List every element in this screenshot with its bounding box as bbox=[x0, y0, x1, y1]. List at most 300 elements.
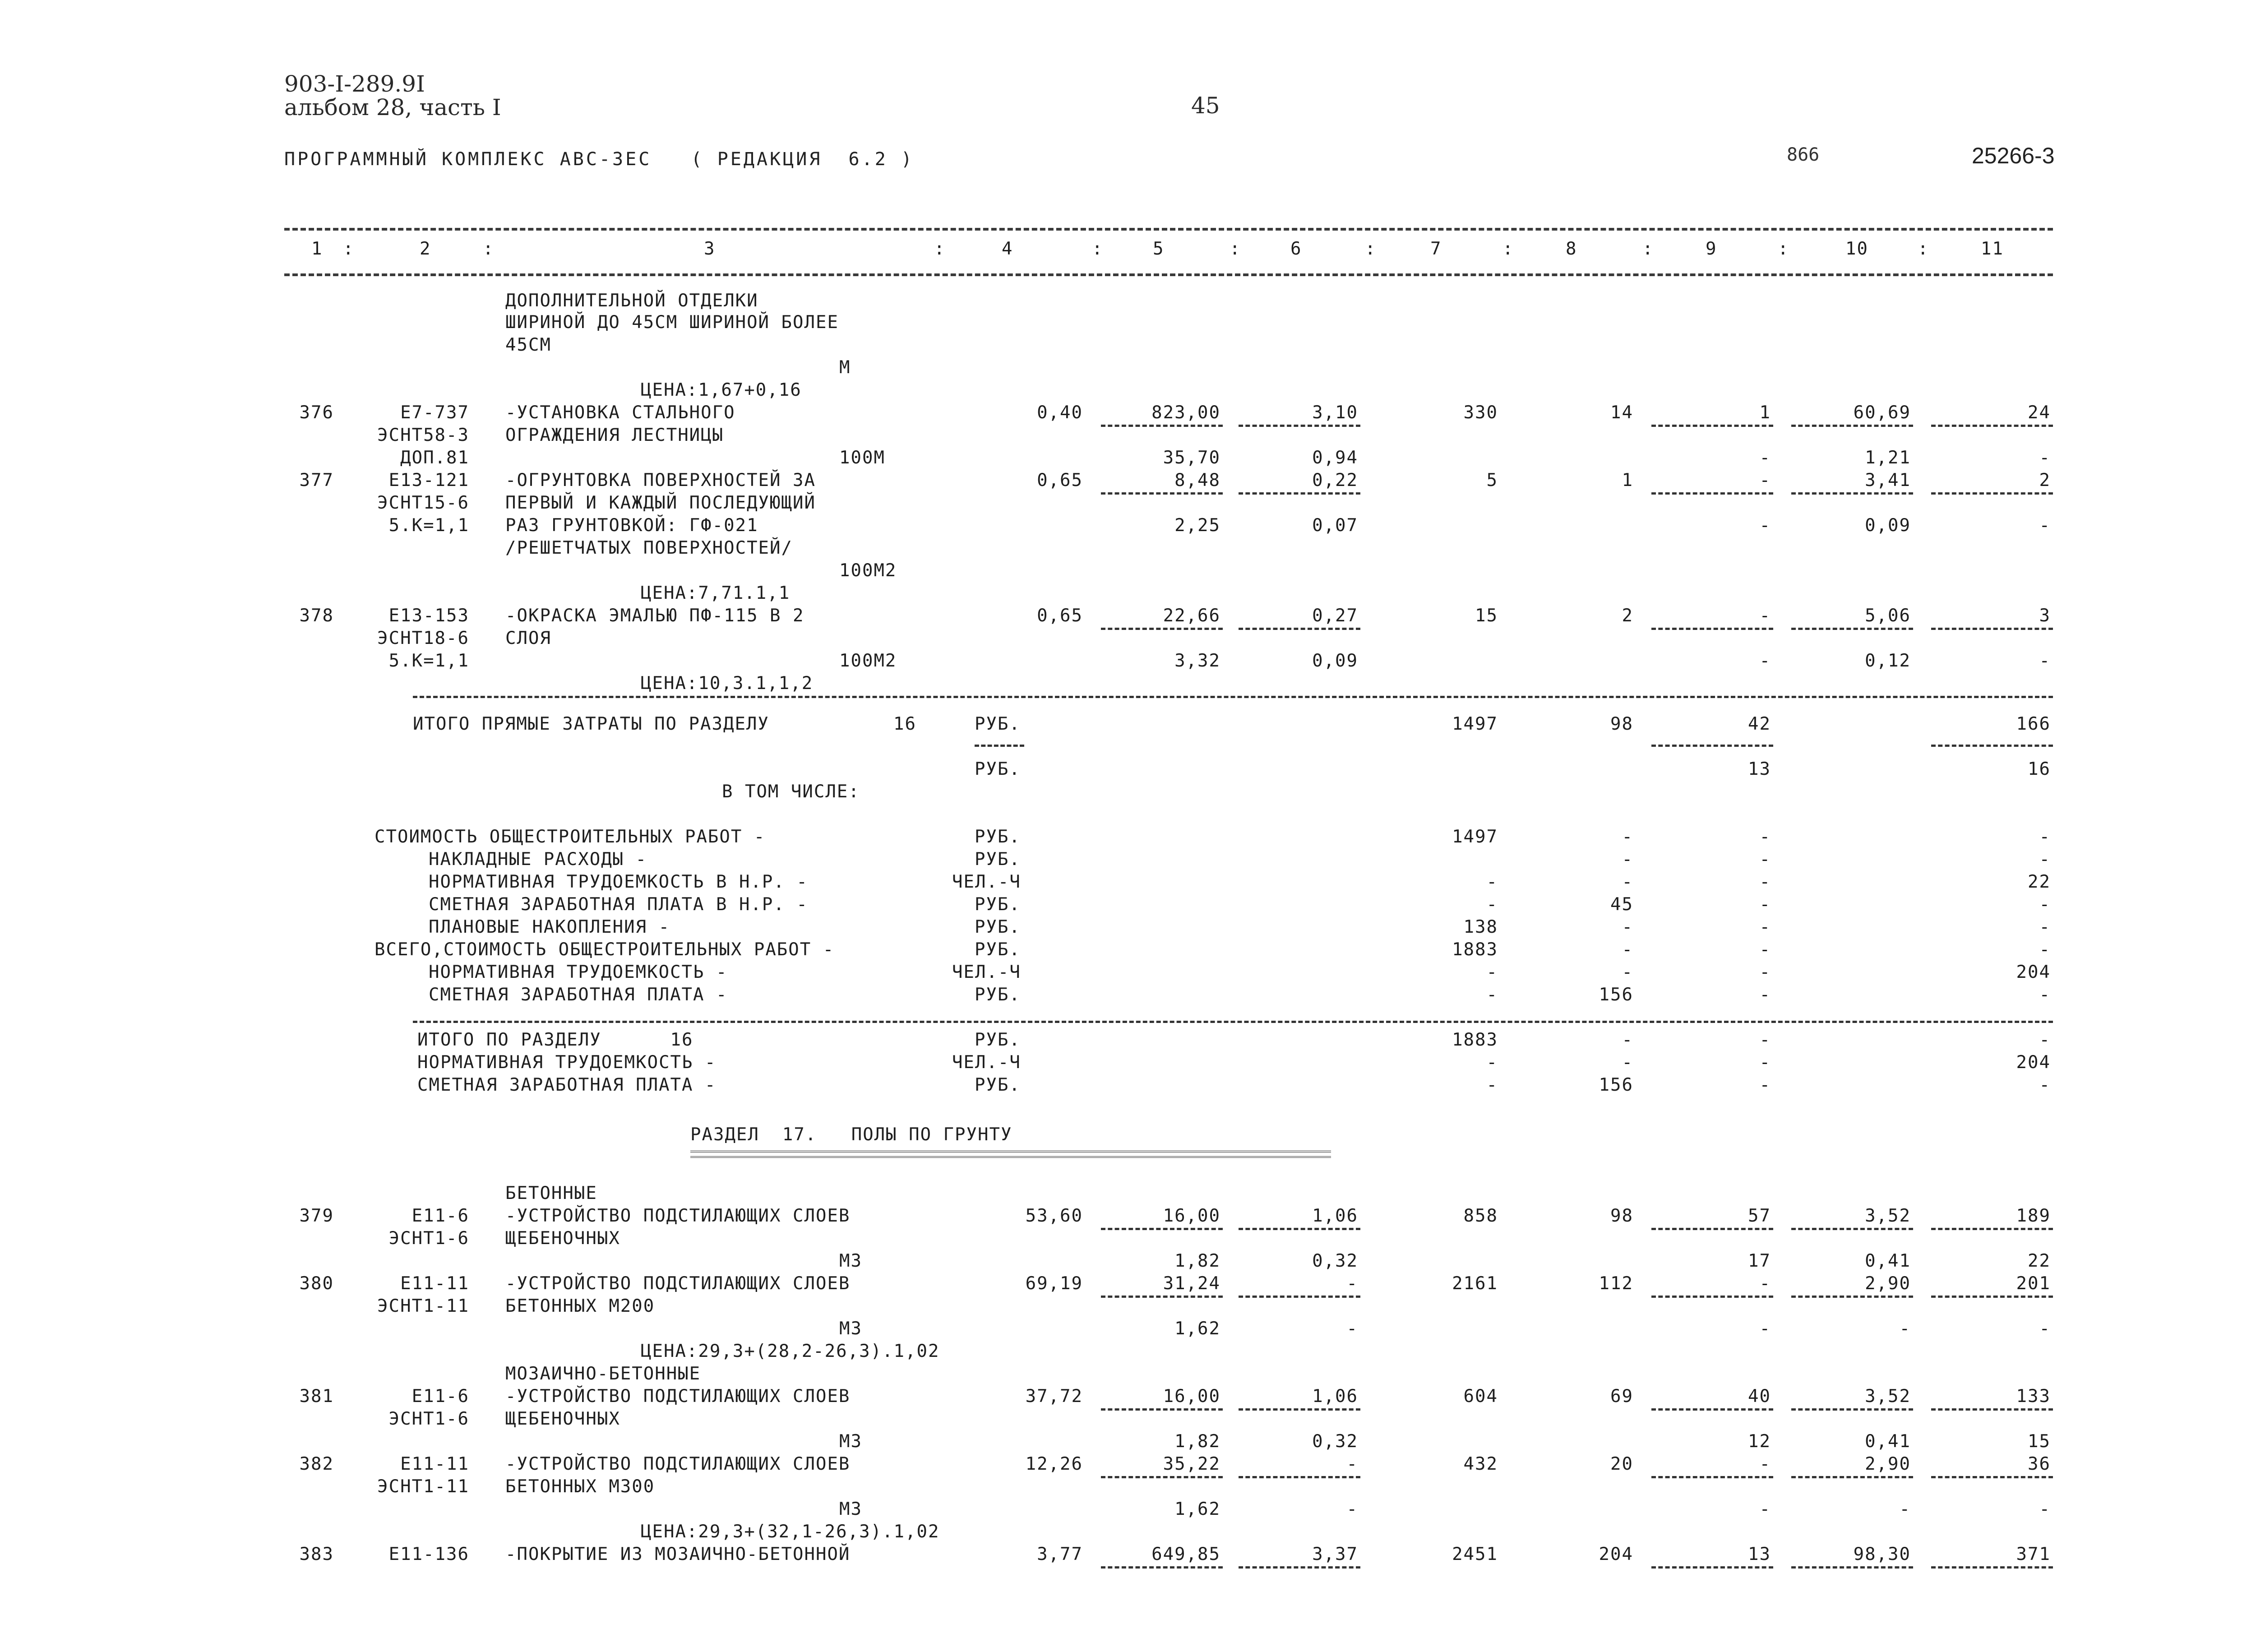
cell-c2: ЭСНТ1-11 bbox=[377, 1296, 469, 1316]
cell-c9: 17 bbox=[1748, 1251, 1771, 1271]
summary-c9: - bbox=[1759, 872, 1771, 892]
dash-line bbox=[1651, 1476, 1773, 1478]
dash-line bbox=[1101, 1476, 1223, 1478]
cell-c9: - bbox=[1759, 470, 1771, 491]
cell-c10: 3,41 bbox=[1865, 470, 1911, 491]
cell-c2: Е7-737 bbox=[400, 403, 469, 423]
final-c11: - bbox=[2039, 1030, 2051, 1050]
cell-c10: 0,09 bbox=[1865, 515, 1911, 536]
summary-c7: 138 bbox=[1463, 917, 1498, 937]
cell-c2: 5.К=1,1 bbox=[388, 515, 469, 536]
summary-c7: - bbox=[1486, 872, 1498, 892]
cell-c10: 0,41 bbox=[1865, 1431, 1911, 1452]
cell-c6: 1,06 bbox=[1312, 1206, 1358, 1226]
cell-c9: - bbox=[1759, 448, 1771, 468]
cell-c4: 53,60 bbox=[1025, 1206, 1083, 1226]
cell-description: ШИРИНОЙ ДО 45СМ ШИРИНОЙ БОЛЕЕ bbox=[505, 312, 839, 333]
cell-c11: 133 bbox=[2016, 1386, 2051, 1407]
final-label: НОРМАТИВНАЯ ТРУДОЕМКОСТЬ - bbox=[417, 1052, 717, 1073]
summary-label: СМЕТНАЯ ЗАРАБОТНАЯ ПЛАТА - bbox=[429, 985, 728, 1005]
summary-unit: РУБ. bbox=[975, 939, 1021, 960]
cell-c9: 40 bbox=[1748, 1386, 1771, 1407]
summary-unit: РУБ. bbox=[975, 985, 1021, 1005]
cell-c6: 0,22 bbox=[1312, 470, 1358, 491]
cell-c11: 371 bbox=[2016, 1544, 2051, 1564]
cell-c10: 0,41 bbox=[1865, 1251, 1911, 1271]
cell-c10: 5,06 bbox=[1865, 606, 1911, 626]
cell-c8: 112 bbox=[1599, 1273, 1633, 1294]
dash-line bbox=[1651, 1408, 1773, 1411]
cell-c2: Е13-121 bbox=[388, 470, 469, 491]
column-separator: : bbox=[1230, 239, 1241, 259]
cell-description: РАЗ ГРУНТОВКОЙ: ГФ-021 bbox=[505, 515, 758, 536]
dash-line bbox=[1931, 492, 2053, 495]
cell-c10: - bbox=[1899, 1499, 1911, 1519]
dash-line bbox=[1651, 1566, 1773, 1569]
summary-c9: - bbox=[1759, 917, 1771, 937]
cell-price: ЦЕНА:1,67+0,16 bbox=[641, 380, 802, 400]
cell-c11: 201 bbox=[2016, 1273, 2051, 1294]
cell-c11: - bbox=[2039, 1319, 2051, 1339]
final-c9: - bbox=[1759, 1030, 1771, 1050]
cell-c2: 5.К=1,1 bbox=[388, 651, 469, 671]
cell-c11: 22 bbox=[2028, 1251, 2051, 1271]
cell-c2: ЭСНТ1-6 bbox=[388, 1409, 469, 1429]
cell-c5: 16,00 bbox=[1163, 1386, 1220, 1407]
cell-c11: - bbox=[2039, 1499, 2051, 1519]
dash-line bbox=[1791, 1566, 1913, 1569]
column-header-3: 3 bbox=[704, 239, 716, 259]
dash-line bbox=[1791, 492, 1913, 495]
section-rule bbox=[413, 1021, 2053, 1023]
dash-line bbox=[1239, 492, 1360, 495]
cell-description: -ПОКРЫТИЕ ИЗ МОЗАИЧНО-БЕТОННОЙ bbox=[505, 1544, 851, 1564]
summary-label: НОРМАТИВНАЯ ТРУДОЕМКОСТЬ В Н.Р. - bbox=[429, 872, 808, 892]
cell-c7: 2451 bbox=[1452, 1544, 1498, 1564]
document-code: 903-I-289.9I bbox=[284, 71, 425, 97]
summary-unit: ЧЕЛ.-Ч bbox=[952, 962, 1021, 982]
cell-c5: 35,70 bbox=[1163, 448, 1220, 468]
summary-label: СМЕТНАЯ ЗАРАБОТНАЯ ПЛАТА В Н.Р. - bbox=[429, 894, 808, 915]
cell-c11: 2 bbox=[2039, 470, 2051, 491]
summary-c9: - bbox=[1759, 827, 1771, 847]
cell-c6: 1,06 bbox=[1312, 1386, 1358, 1407]
dash-line bbox=[1931, 1296, 2053, 1298]
cell-c9: - bbox=[1759, 515, 1771, 536]
dash-line bbox=[1931, 745, 2053, 747]
cell-c9: 13 bbox=[1748, 1544, 1771, 1564]
dash-line bbox=[1101, 628, 1223, 630]
cell-c9: - bbox=[1759, 1499, 1771, 1519]
dash-line bbox=[1931, 1228, 2053, 1230]
summary-c7: - bbox=[1486, 962, 1498, 982]
dash-line bbox=[1101, 1228, 1223, 1230]
final-c8: - bbox=[1622, 1052, 1633, 1073]
final-c9: - bbox=[1759, 1052, 1771, 1073]
column-separator: : bbox=[1642, 239, 1654, 259]
cell-unit: М3 bbox=[839, 1251, 862, 1271]
summary-c11: - bbox=[2039, 939, 2051, 960]
column-separator: : bbox=[1918, 239, 1929, 259]
cell-c1: 383 bbox=[299, 1544, 334, 1564]
cell-description: ЩЕБЕНОЧНЫХ bbox=[505, 1409, 620, 1429]
dash-line bbox=[1791, 1228, 1913, 1230]
unit-rub: РУБ. bbox=[975, 714, 1021, 734]
total-c8: 98 bbox=[1610, 714, 1633, 734]
unit-rub: РУБ. bbox=[975, 759, 1021, 779]
cell-c8: 69 bbox=[1610, 1386, 1633, 1407]
column-header-5: 5 bbox=[1153, 239, 1165, 259]
cell-c5: 31,24 bbox=[1163, 1273, 1220, 1294]
cell-c6: - bbox=[1346, 1499, 1358, 1519]
cell-c5: 649,85 bbox=[1151, 1544, 1220, 1564]
summary-label: ВСЕГО,СТОИМОСТЬ ОБЩЕСТРОИТЕЛЬНЫХ РАБОТ - bbox=[374, 939, 835, 960]
final-c11: 204 bbox=[2016, 1052, 2051, 1073]
cell-description: -ОГРУНТОВКА ПОВЕРХНОСТЕЙ ЗА bbox=[505, 470, 816, 491]
cell-c8: 20 bbox=[1610, 1454, 1633, 1474]
dash-line bbox=[1931, 1566, 2053, 1569]
cell-description: МОЗАИЧНО-БЕТОННЫЕ bbox=[505, 1364, 701, 1384]
summary-label: СТОИМОСТЬ ОБЩЕСТРОИТЕЛЬНЫХ РАБОТ - bbox=[374, 827, 766, 847]
summary-c7: - bbox=[1486, 985, 1498, 1005]
cell-price: ЦЕНА:29,3+(28,2-26,3).1,02 bbox=[641, 1341, 940, 1361]
final-unit: РУБ. bbox=[975, 1030, 1021, 1050]
cell-description: -УСТРОЙСТВО ПОДСТИЛАЮЩИХ СЛОЕВ bbox=[505, 1273, 851, 1294]
cell-c7: 330 bbox=[1463, 403, 1498, 423]
cell-c6: - bbox=[1346, 1454, 1358, 1474]
cell-c8: 204 bbox=[1599, 1544, 1633, 1564]
cell-c1: 382 bbox=[299, 1454, 334, 1474]
cell-c7: 432 bbox=[1463, 1454, 1498, 1474]
dash-line bbox=[975, 745, 1024, 747]
cell-description: ЩЕБЕНОЧНЫХ bbox=[505, 1228, 620, 1249]
cell-c9: - bbox=[1759, 606, 1771, 626]
final-c9: - bbox=[1759, 1075, 1771, 1095]
final-label: ИТОГО ПО РАЗДЕЛУ 16 bbox=[417, 1030, 693, 1050]
cell-c4: 12,26 bbox=[1025, 1454, 1083, 1474]
cell-c11: 36 bbox=[2028, 1454, 2051, 1474]
total-c9: 42 bbox=[1748, 714, 1771, 734]
cell-c4: 37,72 bbox=[1025, 1386, 1083, 1407]
dash-line bbox=[1651, 492, 1773, 495]
cell-c2: Е11-11 bbox=[400, 1454, 469, 1474]
cell-price: ЦЕНА:7,71.1,1 bbox=[641, 583, 791, 603]
cell-c8: 98 bbox=[1610, 1206, 1633, 1226]
final-unit: ЧЕЛ.-Ч bbox=[952, 1052, 1021, 1073]
summary-c8: - bbox=[1622, 872, 1633, 892]
cell-c5: 823,00 bbox=[1151, 403, 1220, 423]
column-header-11: 11 bbox=[1981, 239, 2004, 259]
cell-c9: 12 bbox=[1748, 1431, 1771, 1452]
summary-c7: 1883 bbox=[1452, 939, 1498, 960]
cell-description: СЛОЯ bbox=[505, 628, 551, 648]
final-c7: - bbox=[1486, 1052, 1498, 1073]
cell-c5: 1,62 bbox=[1174, 1319, 1220, 1339]
cell-c10: 2,90 bbox=[1865, 1454, 1911, 1474]
cell-unit: 100М2 bbox=[839, 651, 897, 671]
cell-c6: 0,94 bbox=[1312, 448, 1358, 468]
cell-c2: ЭСНТ1-6 bbox=[388, 1228, 469, 1249]
dash-line bbox=[1239, 1228, 1360, 1230]
cell-c2: ЭСНТ58-3 bbox=[377, 425, 469, 445]
cell-c11: 15 bbox=[2028, 1431, 2051, 1452]
cell-c4: 69,19 bbox=[1025, 1273, 1083, 1294]
section-17-title: РАЗДЕЛ 17. ПОЛЫ ПО ГРУНТУ bbox=[690, 1124, 1012, 1145]
cell-unit: М3 bbox=[839, 1319, 862, 1339]
cell-c6: 0,27 bbox=[1312, 606, 1358, 626]
program-title: ПРОГРАММНЫЙ КОМПЛЕКС АВС-3ЕС ( РЕДАКЦИЯ 6.2 ) bbox=[284, 149, 914, 170]
cell-description: ОГРАЖДЕНИЯ ЛЕСТНИЦЫ bbox=[505, 425, 724, 445]
cell-c7: 15 bbox=[1475, 606, 1498, 626]
summary-unit: РУБ. bbox=[975, 894, 1021, 915]
cell-description: БЕТОННЫХ М200 bbox=[505, 1296, 655, 1316]
summary-c11: 22 bbox=[2028, 872, 2051, 892]
cell-c7: 604 bbox=[1463, 1386, 1498, 1407]
cell-c11: 3 bbox=[2039, 606, 2051, 626]
summary-c9: - bbox=[1759, 939, 1771, 960]
cell-c6: 0,32 bbox=[1312, 1431, 1358, 1452]
summary-c9: - bbox=[1759, 894, 1771, 915]
cell-c11: 24 bbox=[2028, 403, 2051, 423]
cell-c5: 8,48 bbox=[1174, 470, 1220, 491]
cell-c1: 381 bbox=[299, 1386, 334, 1407]
summary-c8: - bbox=[1622, 849, 1633, 870]
cell-c5: 35,22 bbox=[1163, 1454, 1220, 1474]
summary-c11: 204 bbox=[2016, 962, 2051, 982]
cell-c6: 0,32 bbox=[1312, 1251, 1358, 1271]
sub-c9: 13 bbox=[1748, 759, 1771, 779]
cell-c11: - bbox=[2039, 448, 2051, 468]
summary-unit: РУБ. bbox=[975, 849, 1021, 870]
cell-c2: Е11-6 bbox=[411, 1206, 469, 1226]
summary-c8: - bbox=[1622, 962, 1633, 982]
cell-description: -УСТРОЙСТВО ПОДСТИЛАЮЩИХ СЛОЕВ bbox=[505, 1206, 851, 1226]
cell-c11: - bbox=[2039, 515, 2051, 536]
cell-price: ЦЕНА:29,3+(32,1-26,3).1,02 bbox=[641, 1522, 940, 1542]
dash-line bbox=[1931, 1408, 2053, 1411]
cell-description: /РЕШЕТЧАТЫХ ПОВЕРХНОСТЕЙ/ bbox=[505, 538, 793, 558]
column-header-4: 4 bbox=[1002, 239, 1013, 259]
cell-c6: 0,07 bbox=[1312, 515, 1358, 536]
table-header-rule bbox=[284, 273, 2053, 276]
dash-line bbox=[1239, 1566, 1360, 1569]
sub-c11: 16 bbox=[2028, 759, 2051, 779]
table-top-rule bbox=[284, 228, 2053, 231]
summary-c8: 45 bbox=[1610, 894, 1633, 915]
dash-line bbox=[1651, 628, 1773, 630]
final-c11: - bbox=[2039, 1075, 2051, 1095]
cell-unit: М bbox=[839, 357, 851, 378]
summary-c11: - bbox=[2039, 917, 2051, 937]
dash-line bbox=[1651, 745, 1773, 747]
cell-c1: 379 bbox=[299, 1206, 334, 1226]
cell-c6: 3,10 bbox=[1312, 403, 1358, 423]
summary-c11: - bbox=[2039, 849, 2051, 870]
cell-c6: 0,09 bbox=[1312, 651, 1358, 671]
cell-c5: 16,00 bbox=[1163, 1206, 1220, 1226]
cell-unit: М3 bbox=[839, 1431, 862, 1452]
summary-unit: РУБ. bbox=[975, 917, 1021, 937]
cell-c10: 0,12 bbox=[1865, 651, 1911, 671]
cell-c8: 2 bbox=[1622, 606, 1633, 626]
cell-c10: 3,52 bbox=[1865, 1386, 1911, 1407]
cell-c7: 5 bbox=[1486, 470, 1498, 491]
cell-c9: 57 bbox=[1748, 1206, 1771, 1226]
cell-description: -ОКРАСКА ЭМАЛЬЮ ПФ-115 В 2 bbox=[505, 606, 804, 626]
summary-c11: - bbox=[2039, 894, 2051, 915]
cell-c2: Е11-11 bbox=[400, 1273, 469, 1294]
cell-c6: 3,37 bbox=[1312, 1544, 1358, 1564]
section-number: 16 bbox=[893, 714, 916, 734]
cell-c1: 378 bbox=[299, 606, 334, 626]
column-separator: : bbox=[1365, 239, 1377, 259]
cell-c10: 60,69 bbox=[1853, 403, 1911, 423]
dash-line bbox=[1791, 1296, 1913, 1298]
summary-c8: - bbox=[1622, 827, 1633, 847]
dash-line bbox=[1101, 1296, 1223, 1298]
column-separator: : bbox=[1092, 239, 1104, 259]
final-c7: 1883 bbox=[1452, 1030, 1498, 1050]
cell-c1: 377 bbox=[299, 470, 334, 491]
summary-c11: - bbox=[2039, 985, 2051, 1005]
section-total-label: ИТОГО ПРЯМЫЕ ЗАТРАТЫ ПО РАЗДЕЛУ bbox=[413, 714, 769, 734]
cell-c9: - bbox=[1759, 1454, 1771, 1474]
v-tom-chisle: В ТОМ ЧИСЛЕ: bbox=[722, 782, 860, 802]
dash-line bbox=[1791, 1476, 1913, 1478]
final-c7: - bbox=[1486, 1075, 1498, 1095]
sheet-code: 866 bbox=[1787, 144, 1820, 165]
doc-number: 25266-3 bbox=[1972, 143, 2055, 168]
cell-unit: 100М2 bbox=[839, 560, 897, 581]
dash-line bbox=[1239, 628, 1360, 630]
cell-price: ЦЕНА:10,3.1,1,2 bbox=[641, 673, 814, 694]
cell-c2: Е13-153 bbox=[388, 606, 469, 626]
cell-c2: Е11-136 bbox=[388, 1544, 469, 1564]
cell-c10: - bbox=[1899, 1319, 1911, 1339]
cell-c8: 1 bbox=[1622, 470, 1633, 491]
cell-c10: 1,21 bbox=[1865, 448, 1911, 468]
final-c8: 156 bbox=[1599, 1075, 1633, 1095]
cell-c5: 3,32 bbox=[1174, 651, 1220, 671]
cell-description: ПЕРВЫЙ И КАЖДЫЙ ПОСЛЕДУЮЩИЙ bbox=[505, 493, 816, 513]
summary-label: ПЛАНОВЫЕ НАКОПЛЕНИЯ - bbox=[429, 917, 670, 937]
column-header-9: 9 bbox=[1706, 239, 1717, 259]
dash-line bbox=[1791, 425, 1913, 427]
summary-unit: ЧЕЛ.-Ч bbox=[952, 872, 1021, 892]
cell-c9: - bbox=[1759, 1319, 1771, 1339]
column-separator: : bbox=[343, 239, 355, 259]
cell-unit: 100М bbox=[839, 448, 885, 468]
dash-line bbox=[1931, 628, 2053, 630]
dash-line bbox=[1931, 1476, 2053, 1478]
summary-label: НАКЛАДНЫЕ РАСХОДЫ - bbox=[429, 849, 647, 870]
cell-description: -УСТРОЙСТВО ПОДСТИЛАЮЩИХ СЛОЕВ bbox=[505, 1386, 851, 1407]
final-c8: - bbox=[1622, 1030, 1633, 1050]
column-header-2: 2 bbox=[420, 239, 431, 259]
column-header-8: 8 bbox=[1566, 239, 1577, 259]
cell-c10: 3,52 bbox=[1865, 1206, 1911, 1226]
cell-c1: 380 bbox=[299, 1273, 334, 1294]
cell-c6: - bbox=[1346, 1273, 1358, 1294]
summary-c9: - bbox=[1759, 962, 1771, 982]
cell-c2: ЭСНТ18-6 bbox=[377, 628, 469, 648]
dash-line bbox=[1651, 1228, 1773, 1230]
cell-unit: М3 bbox=[839, 1499, 862, 1519]
dash-line bbox=[1239, 1476, 1360, 1478]
summary-c8: - bbox=[1622, 917, 1633, 937]
page-number: 45 bbox=[1191, 93, 1220, 119]
dash-line bbox=[1101, 492, 1223, 495]
cell-c10: 98,30 bbox=[1853, 1544, 1911, 1564]
cell-c5: 1,82 bbox=[1174, 1431, 1220, 1452]
dash-line bbox=[1931, 425, 2053, 427]
cell-c9: - bbox=[1759, 651, 1771, 671]
cell-c8: 14 bbox=[1610, 403, 1633, 423]
cell-c4: 0,65 bbox=[1037, 606, 1083, 626]
cell-c5: 1,82 bbox=[1174, 1251, 1220, 1271]
final-label: СМЕТНАЯ ЗАРАБОТНАЯ ПЛАТА - bbox=[417, 1075, 717, 1095]
dash-line bbox=[1101, 1566, 1223, 1569]
summary-unit: РУБ. bbox=[975, 827, 1021, 847]
cell-c4: 3,77 bbox=[1037, 1544, 1083, 1564]
dash-line bbox=[1101, 425, 1223, 427]
cell-description: -УСТРОЙСТВО ПОДСТИЛАЮЩИХ СЛОЕВ bbox=[505, 1454, 851, 1474]
summary-c9: - bbox=[1759, 849, 1771, 870]
cell-c5: 1,62 bbox=[1174, 1499, 1220, 1519]
cell-c5: 22,66 bbox=[1163, 606, 1220, 626]
summary-c7: 1497 bbox=[1452, 827, 1498, 847]
summary-c8: 156 bbox=[1599, 985, 1633, 1005]
column-separator: : bbox=[1502, 239, 1514, 259]
cell-c4: 0,40 bbox=[1037, 403, 1083, 423]
cell-description: БЕТОННЫЕ bbox=[505, 1183, 597, 1203]
cell-description: ДОПОЛНИТЕЛЬНОЙ ОТДЕЛКИ bbox=[505, 291, 758, 311]
section-rule bbox=[413, 696, 2053, 698]
column-header-10: 10 bbox=[1845, 239, 1868, 259]
dash-line bbox=[1239, 1296, 1360, 1298]
section-title-underline bbox=[690, 1151, 1331, 1158]
dash-line bbox=[1239, 1408, 1360, 1411]
cell-c6: - bbox=[1346, 1319, 1358, 1339]
cell-c7: 2161 bbox=[1452, 1273, 1498, 1294]
cell-c9: - bbox=[1759, 1273, 1771, 1294]
cell-c10: 2,90 bbox=[1865, 1273, 1911, 1294]
total-c11: 166 bbox=[2016, 714, 2051, 734]
dash-line bbox=[1101, 1408, 1223, 1411]
cell-c11: - bbox=[2039, 651, 2051, 671]
column-separator: : bbox=[483, 239, 495, 259]
cell-c9: 1 bbox=[1759, 403, 1771, 423]
dash-line bbox=[1651, 425, 1773, 427]
dash-line bbox=[1239, 425, 1360, 427]
cell-c2: ЭСНТ15-6 bbox=[377, 493, 469, 513]
cell-c1: 376 bbox=[299, 403, 334, 423]
column-separator: : bbox=[934, 239, 946, 259]
column-separator: : bbox=[1778, 239, 1789, 259]
summary-c7: - bbox=[1486, 894, 1498, 915]
summary-label: НОРМАТИВНАЯ ТРУДОЕМКОСТЬ - bbox=[429, 962, 728, 982]
final-unit: РУБ. bbox=[975, 1075, 1021, 1095]
cell-c11: 189 bbox=[2016, 1206, 2051, 1226]
cell-c2: Е11-6 bbox=[411, 1386, 469, 1407]
cell-description: 45СМ bbox=[505, 335, 551, 355]
cell-description: БЕТОННЫХ М300 bbox=[505, 1476, 655, 1497]
album-label: альбом 28, часть I bbox=[284, 94, 501, 120]
cell-c7: 858 bbox=[1463, 1206, 1498, 1226]
total-c7: 1497 bbox=[1452, 714, 1498, 734]
cell-c5: 2,25 bbox=[1174, 515, 1220, 536]
summary-c8: - bbox=[1622, 939, 1633, 960]
